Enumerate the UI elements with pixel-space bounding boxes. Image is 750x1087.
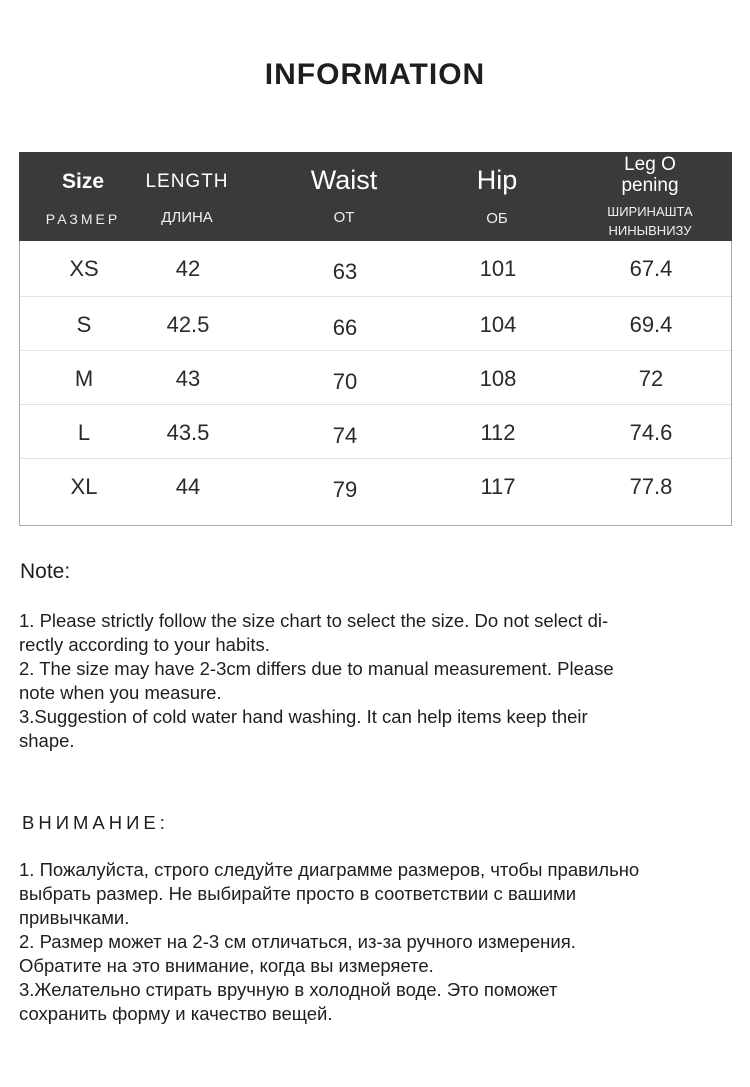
table-row [20, 351, 731, 405]
cell-length: 44 [175, 474, 201, 499]
note-text [19, 609, 719, 753]
table-row [20, 459, 731, 525]
cell-waist: 63 [332, 259, 358, 284]
note-line: shape. [19, 730, 75, 751]
cell-leg-opening: 69.4 [629, 312, 673, 337]
header-hip [437, 152, 557, 241]
size-chart-table [19, 152, 732, 526]
header-leg-opening-en-1: Leg O [624, 154, 676, 175]
note-ru-line: сохранить форму и качество вещей. [19, 1003, 333, 1024]
table-row [20, 241, 731, 297]
cell-hip: 108 [479, 366, 517, 391]
header-leg-opening-ru-1: ШИРИНАШТА [607, 204, 693, 219]
header-waist-en: Waist [310, 165, 378, 195]
note-line: 1. Please strictly follow the size chart to select the size. Do not select di- [19, 610, 609, 631]
note-ru-text [19, 858, 719, 1026]
cell-hip: 117 [480, 474, 516, 499]
header-waist-ru: ОТ [333, 209, 355, 226]
header-length-en: LENGTH [145, 171, 229, 192]
cell-leg-opening: 74.6 [629, 420, 673, 445]
cell-size: L [77, 420, 91, 445]
cell-leg-opening: 67.4 [629, 256, 673, 281]
cell-hip: 101 [479, 256, 517, 281]
header-length [137, 152, 237, 241]
note-line: rectly according to your habits. [19, 634, 270, 655]
note-ru-line: выбрать размер. Не выбирайте просто в соответствии с вашими [19, 883, 577, 904]
cell-size: S [76, 312, 92, 337]
cell-size: XS [69, 256, 99, 281]
header-leg-opening-ru-2: НИНЫВНИЗУ [608, 223, 692, 238]
cell-leg-opening: 72 [638, 366, 664, 391]
note-ru-line: 3.Желательно стирать вручную в холодной воде. Это поможет [19, 979, 558, 1000]
table-row [20, 405, 731, 459]
note-title: Note: [20, 560, 71, 583]
note-ru-line: 1. Пожалуйста, строго следуйте диаграмме размеров, чтобы правильно [19, 859, 640, 880]
header-size-ru: РАЗМЕР [45, 211, 121, 227]
cell-length: 43.5 [166, 420, 210, 445]
note-line: 2. The size may have 2-3cm differs due to manual measurement. Please [19, 658, 614, 679]
header-waist [284, 152, 404, 241]
cell-waist: 66 [332, 315, 358, 340]
cell-waist: 79 [332, 477, 358, 502]
note-ru-line: Обратите на это внимание, когда вы измеряете. [19, 955, 434, 976]
cell-waist: 74 [332, 423, 358, 448]
cell-hip: 104 [479, 312, 517, 337]
table-row [20, 297, 731, 351]
header-size [19, 152, 147, 241]
header-length-ru: ДЛИНА [161, 209, 213, 226]
cell-size: XL [70, 474, 98, 499]
note-line: note when you measure. [19, 682, 222, 703]
cell-waist: 70 [332, 369, 358, 394]
header-leg-opening [597, 152, 703, 241]
note-ru-line: привычками. [19, 907, 130, 928]
header-leg-opening-en-2: pening [621, 175, 679, 196]
note-ru-title: ВНИМАНИЕ: [22, 812, 169, 833]
header-size-en: Size [61, 170, 105, 193]
header-hip-ru: ОБ [486, 210, 508, 227]
cell-length: 43 [175, 366, 201, 391]
note-line: 3.Suggestion of cold water hand washing. It can help items keep their [19, 706, 588, 727]
page-title: INFORMATION [264, 58, 486, 91]
cell-size: M [74, 366, 94, 391]
cell-hip: 112 [480, 420, 516, 445]
cell-leg-opening: 77.8 [629, 474, 673, 499]
table-header [19, 152, 732, 241]
header-hip-en: Hip [476, 165, 518, 195]
note-ru-line: 2. Размер может на 2-3 см отличаться, из-за ручного измерения. [19, 931, 576, 952]
cell-length: 42.5 [166, 312, 210, 337]
cell-length: 42 [175, 256, 201, 281]
